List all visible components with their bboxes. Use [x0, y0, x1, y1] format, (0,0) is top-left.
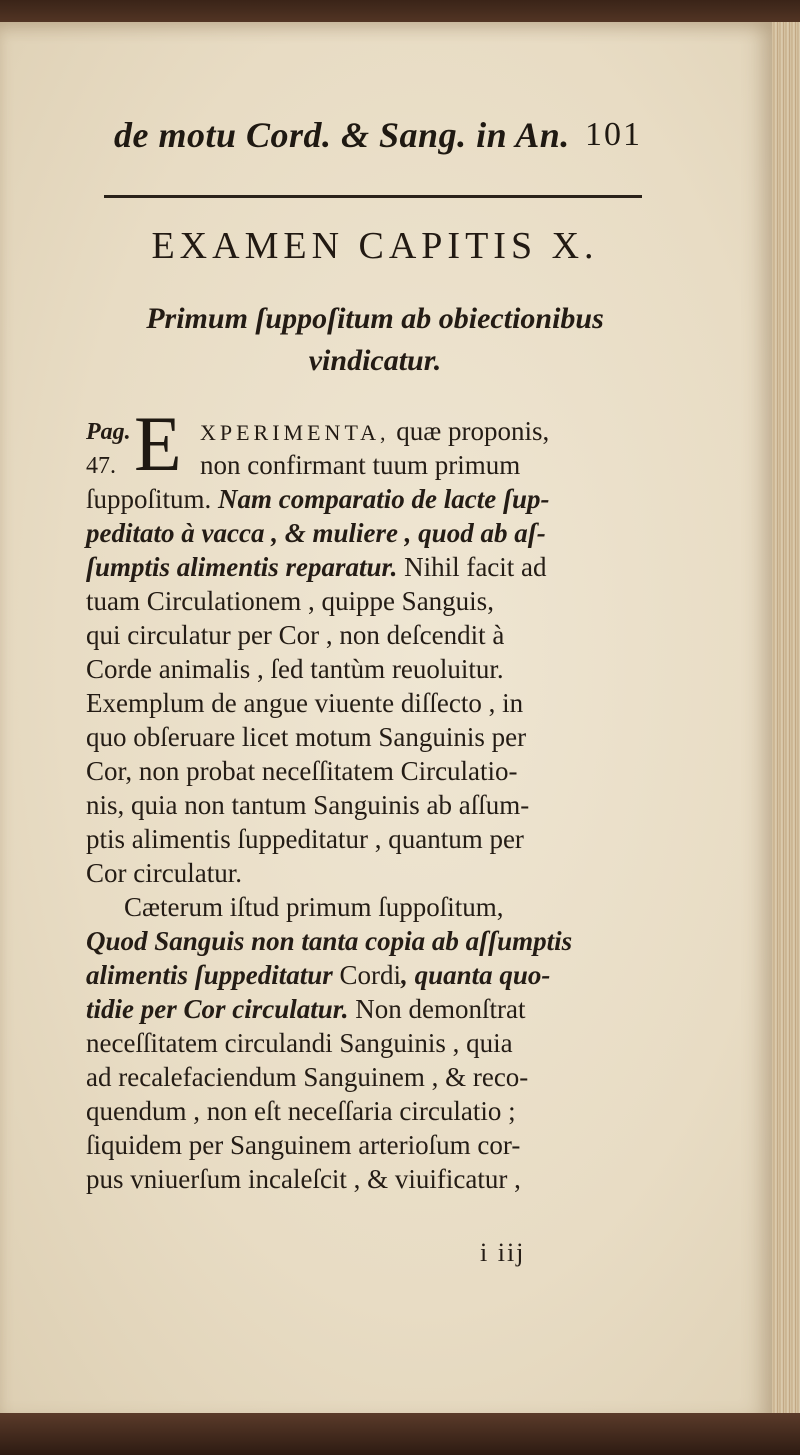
- p2-line4-roman: Non demonſtrat: [348, 994, 526, 1024]
- p1-line3-roman: ſuppoſitum.: [86, 484, 219, 514]
- paragraph1-line-10: quo obſeruare licet motum Sanguinis per: [86, 722, 527, 752]
- paragraph1-line-5: [86, 550, 658, 584]
- paragraph2-line-2: Quod Sanguis non tanta copia ab aſſumptis: [86, 926, 573, 956]
- subheading-line-2: vindicatur.: [308, 344, 442, 377]
- page-edges: [772, 22, 800, 1422]
- p2-line4-italic: tidie per Cor circulatur.: [86, 994, 349, 1024]
- book-cover-bottom-edge: [0, 1413, 800, 1455]
- p2-line3-italic-a: alimentis ſuppeditatur: [86, 960, 340, 990]
- paragraph1-line-9: Exemplum de angue viuente diſſecto , in: [86, 688, 524, 718]
- paragraph1-line-8: Corde animalis , ſed tantùm reuoluitur.: [86, 654, 504, 684]
- running-head: [100, 108, 660, 168]
- paragraph2-line-1: Cæterum iſtud primum ſuppoſitum,: [124, 892, 504, 922]
- paragraph1-line-4: peditato à vacca , & muliere , quod ab aſ-: [86, 518, 546, 548]
- subheading-line-1: Primum ſuppoſitum ab obiectionibus: [146, 302, 604, 335]
- margin-note-number: 47.: [86, 453, 116, 479]
- paragraph1-line-7: qui circulatur per Cor , non deſcendit à: [86, 620, 505, 650]
- paragraph2-line-7: quendum , non eſt neceſſaria circulatio ;: [86, 1096, 516, 1126]
- paragraph2-line-5: neceſſitatem circulandi Sanguinis , quia: [86, 1028, 513, 1058]
- paragraph1-line-1: [200, 414, 660, 450]
- subheading: [80, 298, 670, 382]
- paragraph1-line-6: tuam Circulationem , quippe Sanguis,: [86, 586, 494, 616]
- paragraph1-line-2: non confirmant tuum primum: [200, 450, 521, 480]
- body-text: [86, 482, 658, 1196]
- paragraph2-line-4: [86, 992, 658, 1026]
- margin-note-ref: Pag.: [86, 419, 131, 445]
- p1-line5-italic: ſumptis alimentis reparatur.: [86, 552, 398, 582]
- paragraph1-line-13: ptis alimentis ſuppeditatur , quantum per: [86, 824, 524, 854]
- paragraph1-line-11: Cor, non probat neceſſitatem Circulatio-: [86, 756, 518, 786]
- paragraph1-line-1-rest: quæ proponis,: [389, 416, 550, 446]
- running-head-title: de motu Cord. & Sang. in An.: [114, 115, 570, 155]
- page-number: 101: [585, 116, 642, 153]
- header-rule: [104, 195, 642, 198]
- chapter-heading: EXAMEN CAPITIS X.: [151, 225, 599, 267]
- p2-line3-italic-b: , quanta quo-: [401, 960, 551, 990]
- paragraph2-line-9: pus vniuerſum incaleſcit , & viuificatur ,: [86, 1164, 521, 1194]
- paragraph1-line-12: nis, quia non tantum Sanguinis ab aſſum-: [86, 790, 530, 820]
- margin-note: [86, 415, 131, 483]
- p1-line5-roman: Nihil facit ad: [397, 552, 547, 582]
- paragraph2-line-8: ſiquidem per Sanguinem arterioſum cor-: [86, 1130, 521, 1160]
- p1-line3-italic: Nam comparatio de lacte ſup-: [218, 484, 550, 514]
- catchword-signature: i iij: [480, 1238, 526, 1267]
- paragraph1-line-14: Cor circulatur.: [86, 858, 242, 888]
- p2-line3-roman: Cordi: [339, 960, 402, 990]
- drop-cap: E: [134, 400, 182, 487]
- paragraph2-line-6: ad recalefaciendum Sanguinem , & reco-: [86, 1062, 529, 1092]
- paragraph1-line-3: [86, 482, 658, 516]
- paragraph1-smallcaps: XPERIMENTA,: [200, 420, 390, 445]
- paragraph2-line-3: [86, 958, 658, 992]
